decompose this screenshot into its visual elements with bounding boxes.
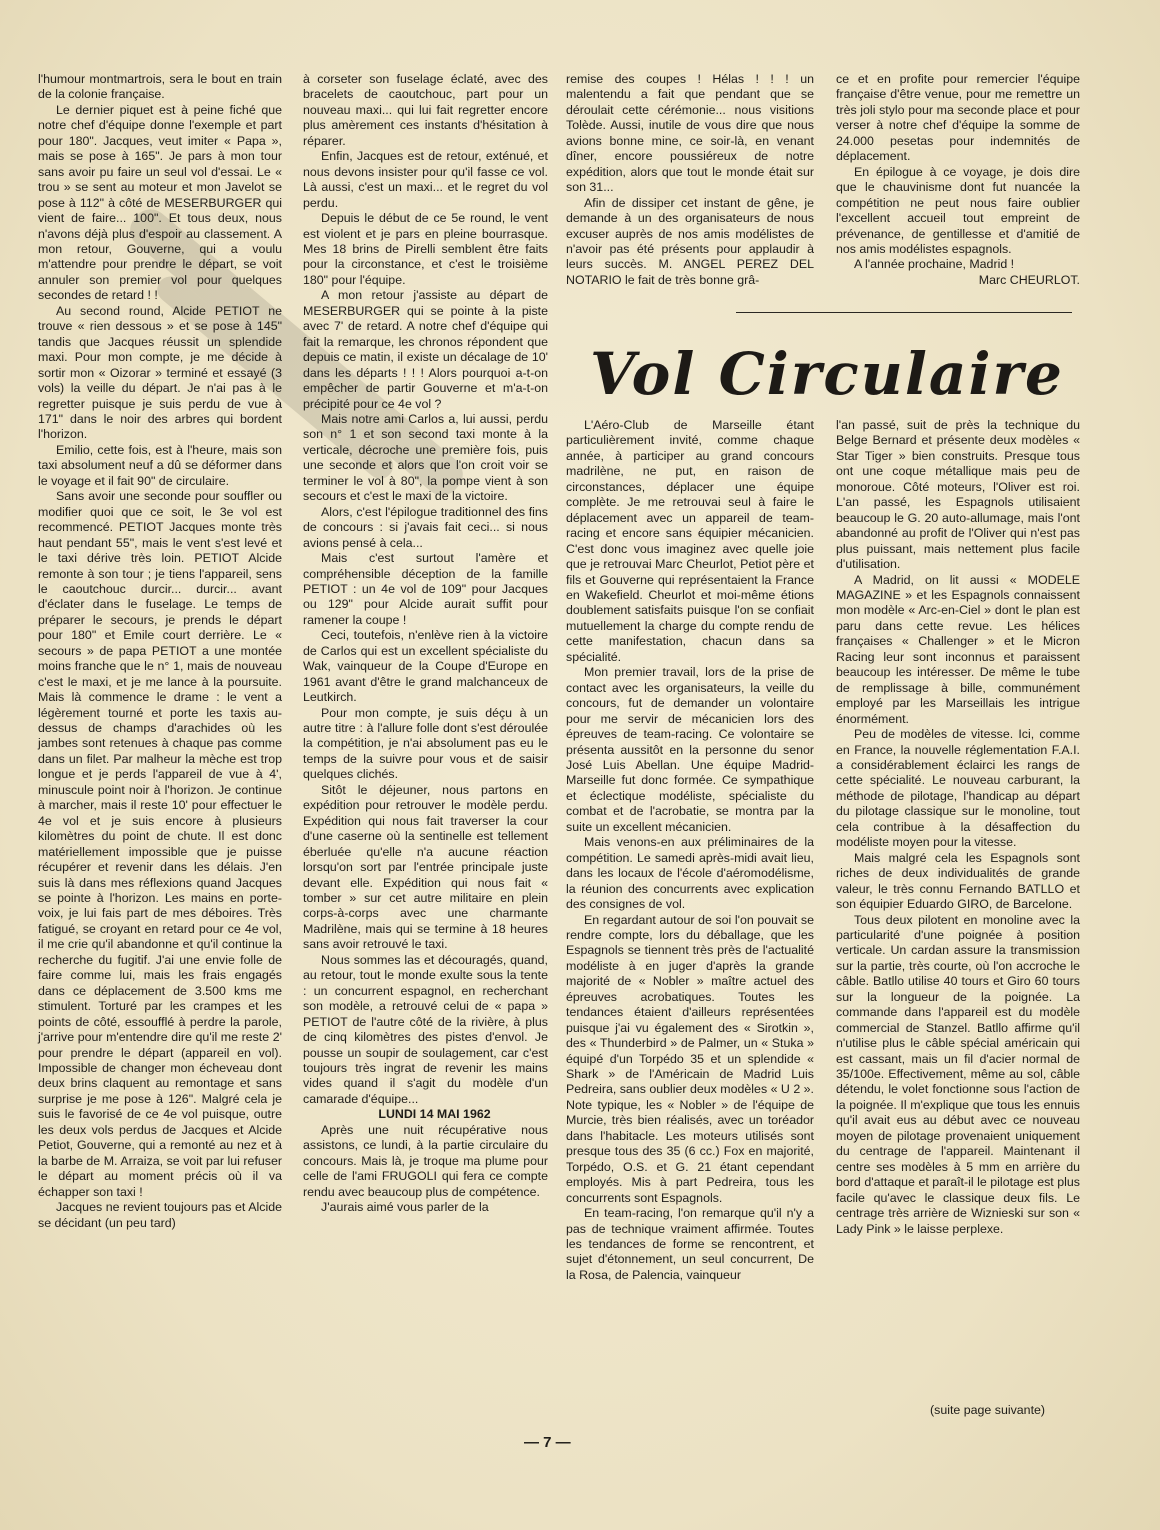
paragraph: Nous sommes las et découragés, quand, au retour, tout le monde exulte sous la tente : un concurrent espagnol, en recherchant son modèle, a retrouvé celui de « papa » PETIOT de l'autre côté de la rivière, à plus de cinq kilomètres des pistes d'envol. Je pousse un soupir de soulagement, car c'est toujours très ingrat de revenir les mains vides quand il s'agit du modèle d'un camarade d'équipe... — [303, 952, 548, 1106]
paragraph: Mon premier travail, lors de la prise de contact avec les organisateurs, la veille du concours, fut de demander un volontaire pour me servir de mécanicien lors des épreuves de team-racing. Ce volontaire se présenta aussitôt en la personne du senor José Luis Abellan. Une équipe Madrid-Marseille fut donc formée. Ce sympathique et éclectique modéliste, spécialiste du combat et de l'acrobatie, se montra par la suite un excellent mécanicien. — [566, 665, 814, 834]
paragraph: remise des coupes ! Hélas ! ! ! un malentendu a fait que pendant que se déroulait cette cérémonie... nous visitions Tolède. Aussi, inutile de vous dire que nous avions bonne mine, ce soir-là, en venant dîner, encore poussiéreux de notre expédition, alors que tout le monde était sur son 31... — [566, 72, 814, 195]
paragraph: Jacques ne revient toujours pas et Alcide se décidant (un peu tard) — [38, 1200, 282, 1230]
paragraph: Sans avoir une seconde pour souffler ou modifier quoi que ce soit, le 3e vol est recommencé. PETIOT Jacques monte très haut pendant 55", mais le vent s'est levé et le taxi dérive très loin. PETIOT Alcide remonte à son tour ; je tiens l'appareil, sens le caoutchouc durcir... durcir... avant d'éclater dans le fuselage. Le temps de préparer le secours, je prends le départ pour 180" et Emile court derrière. Le « secours » de papa PETIOT a une montée moins franche que le n° 1, mais de nouveau c'est le maxi, et je me lance à la poursuite. Mais là commence le drame : le vent a légèrement tourné et porte les taxis au-dessus de champs d'arachides où les jambes sont retenues à chaque pas comme dans un filet. Par malheur la mèche est trop longue et je perds l'appareil de vue à 4', minuscule point noir à l'horizon. Je continue à marcher, mais il reste 10' pour effectuer le 4e vol et je suis encore à plusieurs kilomètres du point de chute. Il est donc matériellement impossible que je puisse récupérer et revenir dans les délais. J'en suis là dans mes réflexions quand Jacques se pointe à l'horizon. Les mains en porte-voix, je lui fais part de mes déboires. Très fatigué, se croyant en retard pour ce 4e vol, il me crie qu'il abandonne et qu'il continue la recherche du fugitif. J'ai une envie folle de faire comme lui, mais les frais engagés dans ce déplacement de 3.500 kms me stimulent. Torturé par les crampes et les points de côté, essoufflé à perdre la parole, j'arrive pour m'entendre dire qu'il me reste 2' pour prendre le départ (appareil en vol). Impossible de changer mon écheveau dont deux brins claquent au remontage et sans surprise je me pose à 126". Malgré cela je suis le favorisé de ce 4e vol puisque, outre les deux vols perdus de Jacques et Alcide Petiot, Gouverne, qui a remonté au nez et à la barbe de M. Arraiza, se voit par lui refuser le départ au moment précis où il va échapper son taxi ! — [38, 489, 282, 1199]
paragraph: A Madrid, on lit aussi « MODELE MAGAZINE » et les Espagnols connaissent mon modèle « Arc-en-Ciel » dont le plan est paru dans cette revue. Les hélices françaises « Challenger » et le Micron Racing leur sont inconnus et paraissent beaucoup les intéresser. De même le tube de remplissage à bille, communément employé par les Marseillais les intrigue énormément. — [836, 572, 1080, 726]
paragraph: Peu de modèles de vitesse. Ici, comme en France, la nouvelle réglementation F.A.I. a considérablement éclairci les rangs de cette spécialité. Le nouveau carburant, la méthode de pilotage, l'handicap au départ du pilotage classique sur le monoline, tout cela contribue à la désaffection du modéliste moyen pour la vitesse. — [836, 727, 1080, 850]
paragraph: En épilogue à ce voyage, je dois dire que le chauvinisme dont fut nuancée la compétition ne peut nous faire oublier l'excellent accueil tout empreint de prévenance, de gentillesse et d'amitié de nos amis modélistes espagnols. — [836, 164, 1080, 256]
article-column-1 — [38, 72, 282, 1231]
paragraph: à corseter son fuselage éclaté, avec des bracelets de caoutchouc, part pour un nouveau maxi... qui lui fait regretter encore plus amèrement ces instants d'hésitation à réparer. — [303, 72, 548, 148]
paragraph: Alors, c'est l'épilogue traditionnel des fins de concours : si j'avais fait ceci... si nous avions pensé à cela... — [303, 504, 548, 550]
article-column-2 — [303, 72, 548, 1216]
paragraph: Sitôt le déjeuner, nous partons en expédition pour retrouver le modèle perdu. Expédition qui nous fait traverser la cour d'une caserne où la sentinelle est tellement éberluée qu'elle n'a aucune réaction lorsqu'on sort par l'entrée principale juste devant elle. Expédition qui nous fait « tomber » sur cet autre militaire en plein corps-à-corps avec une charmante Madrilène, mais qui se termine à 18 heures sans avoir retrouvé le taxi. — [303, 782, 548, 952]
paragraph: Mais malgré cela les Espagnols sont riches de deux individualités de grande valeur, le très connu Fernando BATLLO et son équipier Eduardo GIRO, de Barcelone. — [836, 850, 1080, 912]
paragraph: Mais notre ami Carlos a, lui aussi, perdu son n° 1 et son second taxi monte à la verticale, décroche une première fois, puis une seconde et alors que l'on croit voir se terminer le vol à 80", la pompe vient à son secours et c'est le maxi de la victoire. — [303, 411, 548, 504]
date-subheading: LUNDI 14 MAI 1962 — [378, 1107, 491, 1122]
section-column-2 — [836, 418, 1080, 1237]
article-column-4 — [836, 72, 1080, 288]
section-divider — [736, 312, 1072, 313]
section-title: Vol Circulaire — [590, 340, 1064, 408]
paragraph: En team-racing, l'on remarque qu'il n'y a pas de technique vraiment affirmée. Toutes les tendances de forme se rencontrent, et sujet d'étonnement, un seul concurrent, De la Rosa, de Palencia, vainqueur — [566, 1206, 814, 1282]
page-number: — 7 — — [524, 1434, 571, 1451]
paragraph: Pour mon compte, je suis déçu à un autre titre : à l'allure folle dont s'est déroulée la compétition, je n'ai absolument pas eu le temps de la suivre pour vous et de saisir quelques clichés. — [303, 705, 548, 782]
section-column-1 — [566, 418, 814, 1283]
paragraph: Tous deux pilotent en monoline avec la particularité d'une poignée à position verticale. Un cardan assure la transmission sur la partie, très courte, où l'on accroche le câble. Batllo utilise 40 tours et Giro 60 tours sur la longueur de la poignée. La commande dans l'appareil est du modèle commercial de Stanzel. Batllo affirme qu'il n'utilise plus le câble spécial américain qui est cassant, mais un fil d'acier normal de 35/100e. Effectivement, même au sol, câble détendu, le volet fonctionne sous l'action de la poignée. Il m'explique que tous les ennuis qu'il avait eus au début avec ce nouveau moyen de pilotage provenaient uniquement du centrage de l'appareil. Maintenant il centre ses modèles à 5 mm en arrière du bord d'attaque et paraît-il le pilotage est plus facile qu'avec le classique deux fils. Le centrage très arrière de Wiznieski sur son « Lady Pink » le laisse perplexe. — [836, 912, 1080, 1236]
paragraph: En regardant autour de soi l'on pouvait se rendre compte, lors du déballage, que les Espagnols se tiennent très près de l'actualité modéliste à en juger d'après la grande majorité de « Nobler » maître actuel des épreuves acrobatiques. Toutes les tendances étaient d'ailleurs représentées puisque j'ai vu également des « Sirotkin », des « Thunderbird » de Palmer, un « Stuka » équipé d'un Torpédo 35 et un splendide « Shark » de l'Américain de Madrid Luis Pedreira, sans oublier deux modèles « U 2 ». Note typique, les « Nobler » de l'équipe de Murcie, très bien réalisés, avec un toréador dans l'habitacle. Les moteurs utilisés sont presque tous des 35 (6 cc.) Fox en majorité, Torpédo, O.S. et G. 21 étant cependant employés. Mis à part Pedreira, tous les concurrents sont Espagnols. — [566, 912, 814, 1205]
continued-note: (suite page suivante) — [930, 1403, 1046, 1417]
paragraph: Enfin, Jacques est de retour, exténué, et nous devons insister pour qu'il fasse ce vol. Là aussi, c'est un maxi... et le regret du vol perdu. — [303, 149, 548, 210]
paragraph: Mais c'est surtout l'amère et compréhensible déception de la famille PETIOT : un 4e vol de 109" pour Jacques ou 129" pour Alcide aurait suffit pour ramener la coupe ! — [303, 551, 548, 627]
paragraph: L'Aéro-Club de Marseille étant particulièrement invité, comme chaque année, à participer au grand concours madrilène, ne put, en raison de circonstances, déplacer une équipe complète. Je me retrouvai seul à faire le déplacement avec un appareil de team-racing et encore sans équipier mécanicien. C'est donc vous imaginez avec quelle joie que je retrouvai Marc Cheurlot, Petiot père et fils et Gouverne qui représentaient la France en Wakefield. Cheurlot et moi-même étions doublement satisfaits puisque l'on se confiait mutuellement la charge du compte rendu de cette manifestation, chacun dans sa spécialité. — [566, 418, 814, 664]
paragraph: Emilio, cette fois, est à l'heure, mais son taxi absolument neuf a dû se déformer dans le voyage et il fait 90" de circulaire. — [38, 442, 282, 488]
paragraph: J'aurais aimé vous parler de la — [321, 1200, 489, 1215]
author-signature: Marc CHEURLOT. — [978, 272, 1080, 287]
paragraph: Ceci, toutefois, n'enlève rien à la victoire de Carlos qui est un excellent spécialiste du Wak, vainqueur de la Coupe d'Europe en 1961 avant d'être le grand malchanceux de Leutkirch. — [303, 628, 548, 705]
article-column-3 — [566, 72, 814, 288]
paragraph: l'humour montmartrois, sera le bout en train de la colonie française. — [38, 72, 282, 102]
paragraph: Après une nuit récupérative nous assistons, ce lundi, à la partie circulaire du concours. Mais là, je troque ma plume pour celle de l'ami FRUGOLI qui fera ce compte rendu avec beaucoup plus de compétence. — [303, 1122, 548, 1199]
paragraph: A l'année prochaine, Madrid ! — [854, 257, 1015, 272]
paragraph: A mon retour j'assiste au départ de MESERBURGER qui se pointe à la piste avec 7' de retard. A notre chef d'équipe qui fait la remarque, les chronos répondent que depuis ce matin, il existe un décalage de 10' dans les départs ! ! ! Alors pourquoi a-t-on empêcher de partir Gouverne et m'a-t-on précipité pour ce 4e vol ? — [303, 288, 548, 411]
paragraph: Depuis le début de ce 5e round, le vent est violent et je pars en pleine bourrasque. Mes 18 brins de Pirelli semblent être faits pour la circonstance, et c'est le troisième 180" pour l'équipe. — [303, 211, 548, 287]
paragraph: Le dernier piquet est à peine fiché que notre chef d'équipe donne l'exemple et part pour 180". Jacques, veut imiter « Papa », mais se pose à 165". Je pars à mon tour sans avoir pu faire un seul vol d'essai. Le « trou » se sent au moteur et mon Javelot se pose à 112" à côté de MESERBURGER qui vient de faire... 100". Et tous deux, nous n'avons déjà plus d'espoir au classement. A mon retour, Gouverne, qui a voulu m'attendre pour prendre le départ, se voit annuler son premier vol pour quelques secondes de retard ! ! — [38, 102, 282, 303]
paragraph: Au second round, Alcide PETIOT ne trouve « rien dessous » et se pose à 145" tandis que Jacques réussit un splendide maxi. Pour mon compte, je me décide à sortir mon « Oizorar » terminé et essayé (3 vols) la veille du départ. Je n'ai pas à le regretter puisque je suis perdu de vue à 171" dans le noir des arbres qui bordent l'horizon. — [38, 303, 282, 442]
paragraph: ce et en profite pour remercier l'équipe française d'être venue, pour me remettre un très joli stylo pour ma seconde place et pour verser à notre chef d'équipe la somme de 24.000 pesetas pour indemnités de déplacement. — [836, 72, 1080, 164]
paragraph: Mais venons-en aux préliminaires de la compétition. Le samedi après-midi avait lieu, dans les locaux de l'école d'aéromodélisme, la réunion des concurrents avec explication des consignes de vol. — [566, 835, 814, 912]
paragraph: l'an passé, suit de près la technique du Belge Bernard et présente deux modèles « Star Tiger » bien construits. Presque tous ont une coque métallique mais peu de monoroue. Côté moteurs, l'Oliver est roi. L'an passé, les Espagnols utilisaient beaucoup le G. 20 auto-allumage, mais l'ont abandonné au profit de l'Oliver qui n'est pas plus puissant, mais nettement plus facile d'utilisation. — [836, 418, 1080, 572]
paragraph: Afin de dissiper cet instant de gêne, je demande à un des organisateurs de nous excuser auprès de nos amis modélistes de n'avoir pas été présents pour applaudir à leurs succès. M. ANGEL PEREZ DEL NOTARIO le fait de très bonne grâ- — [566, 195, 814, 287]
